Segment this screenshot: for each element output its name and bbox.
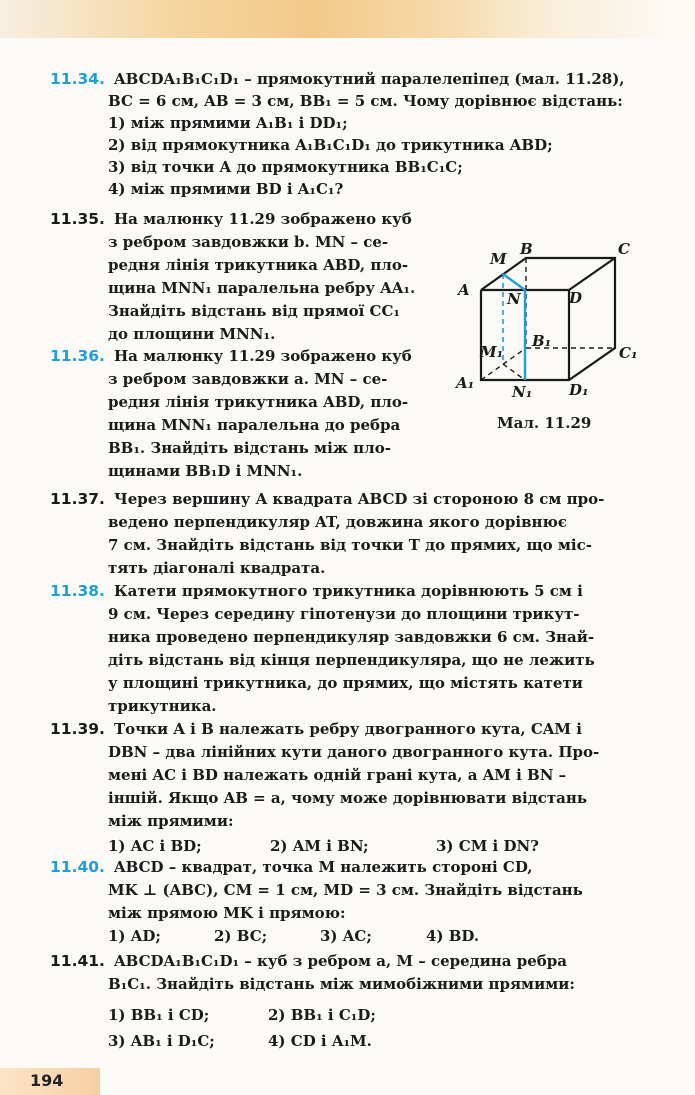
label-A: A <box>458 281 470 299</box>
problem-text-line: ведено перпендикуляр AT, довжина якого дорівнює <box>108 513 567 531</box>
problem-text-line: у площині трикутника, до прямих, що містять катети <box>108 674 583 692</box>
problem-text-line: між прямими: <box>108 812 234 830</box>
problem-number: 11.35. <box>50 210 105 228</box>
cube-edges <box>481 258 615 380</box>
problem-text-line: до площини MNN₁. <box>108 325 276 343</box>
problem-text-line: ABCDA₁B₁C₁D₁ – прямокутний паралелепіпед (мал. 11.28), <box>114 70 625 88</box>
problem-text-line: 2) від прямокутника A₁B₁C₁D₁ до трикутника ABD; <box>108 136 553 154</box>
problem-text-line: На малюнку 11.29 зображено куб <box>114 210 412 228</box>
problem-text-line: з ребром завдовжки a. MN – се- <box>108 370 388 388</box>
figure-11-29 <box>452 238 652 438</box>
answer-option: 1) AD; <box>108 927 161 945</box>
label-M: M <box>490 250 507 268</box>
answer-option: 4) CD і A₁M. <box>268 1032 372 1050</box>
label-B1: B₁ <box>532 332 552 350</box>
problem-text-line: іншій. Якщо AB = a, чому може дорівнювати відстань <box>108 789 588 807</box>
label-D: D <box>569 289 583 307</box>
problem-text-line: діть відстань від кінця перпендикуляра, що не лежить <box>108 651 595 669</box>
problem-text-line: трикутника. <box>108 697 217 715</box>
problem-text-line: Через вершину A квадрата ABCD зі стороною 8 см про- <box>114 490 605 508</box>
problem-text-line: BC = 6 см, AB = 3 см, BB₁ = 5 см. Чому дорівнює відстань: <box>108 92 623 110</box>
label-N1: N₁ <box>512 383 533 401</box>
problem-text-line: 1) між прямими A₁B₁ і DD₁; <box>108 114 348 132</box>
figure-caption: Мал. 11.29 <box>497 414 592 432</box>
problem-text-line: щина MNN₁ паралельна ребру AA₁. <box>108 279 416 297</box>
label-C1: C₁ <box>619 344 638 362</box>
problem-text-line: На малюнку 11.29 зображено куб <box>114 347 412 365</box>
label-D1: D₁ <box>569 381 589 399</box>
problem-text-line: BB₁. Знайдіть відстань між пло- <box>108 439 391 457</box>
problem-text-line: 4) між прямими BD і A₁C₁? <box>108 180 344 198</box>
label-A1: A₁ <box>456 374 475 392</box>
answer-option: 3) CM і DN? <box>436 837 539 855</box>
problem-text-line: ABCDA₁B₁C₁D₁ – куб з ребром a, M – середина ребра <box>114 952 567 970</box>
problem-text-line: щина MNN₁ паралельна до ребра <box>108 416 401 434</box>
problem-text-line: Точки A і B належать ребру двогранного кута, CAM і <box>114 720 582 738</box>
answer-option: 4) BD. <box>426 927 480 945</box>
label-N: N <box>507 290 521 308</box>
problem-text-line: MK ⊥ (ABC), CM = 1 см, MD = 3 см. Знайдіть відстань <box>108 881 583 899</box>
answer-option: 2) BB₁ і C₁D; <box>268 1006 376 1024</box>
problem-number: 11.39. <box>50 720 105 738</box>
problem-number: 11.38. <box>50 582 105 600</box>
answer-option: 3) AC; <box>320 927 372 945</box>
answer-option: 1) BB₁ і CD; <box>108 1006 210 1024</box>
label-C: C <box>618 240 630 258</box>
problem-text-line: тять діагоналі квадрата. <box>108 559 326 577</box>
page-number: 194 <box>30 1071 64 1090</box>
answer-option: 2) AM і BN; <box>270 837 369 855</box>
problem-text-line: 7 см. Знайдіть відстань від точки T до прямих, що міс- <box>108 536 592 554</box>
problem-text-line: 9 см. Через середину гіпотенузи до площини трикут- <box>108 605 580 623</box>
problem-text-line: 3) від точки A до прямокутника BB₁C₁C; <box>108 158 463 176</box>
problem-number: 11.34. <box>50 70 105 88</box>
problem-text-line: між прямою MK і прямою: <box>108 904 346 922</box>
problem-number: 11.37. <box>50 490 105 508</box>
problem-text-line: редня лінія трикутника ABD, пло- <box>108 393 409 411</box>
problem-text-line: DBN – два лінійних кути даного двогранного кута. Про- <box>108 743 600 761</box>
problem-text-line: щинами BB₁D і MNN₁. <box>108 462 303 480</box>
label-M1: M₁ <box>480 343 504 361</box>
problem-text-line: з ребром завдовжки b. MN – се- <box>108 233 389 251</box>
answer-option: 2) BC; <box>214 927 268 945</box>
problem-text-line: Знайдіть відстань від прямої CC₁ <box>108 302 400 320</box>
problem-text-line: мені AC і BD належать одній грані кута, а AM і BN – <box>108 766 567 784</box>
problem-text-line: ABCD – квадрат, точка M належить стороні CD, <box>114 858 533 876</box>
answer-option: 3) AB₁ і D₁C; <box>108 1032 215 1050</box>
problem-number: 11.41. <box>50 952 105 970</box>
problem-text-line: редня лінія трикутника ABD, пло- <box>108 256 409 274</box>
problem-number: 11.40. <box>50 858 105 876</box>
problem-number: 11.36. <box>50 347 105 365</box>
problem-text-line: B₁C₁. Знайдіть відстань між мимобіжними прямими: <box>108 975 575 993</box>
label-B: B <box>520 240 533 258</box>
answer-option: 1) AC і BD; <box>108 837 202 855</box>
problem-text-line: Катети прямокутного трикутника дорівнюють 5 см і <box>114 582 583 600</box>
problem-text-line: ника проведено перпендикуляр завдовжки 6 см. Знай- <box>108 628 595 646</box>
